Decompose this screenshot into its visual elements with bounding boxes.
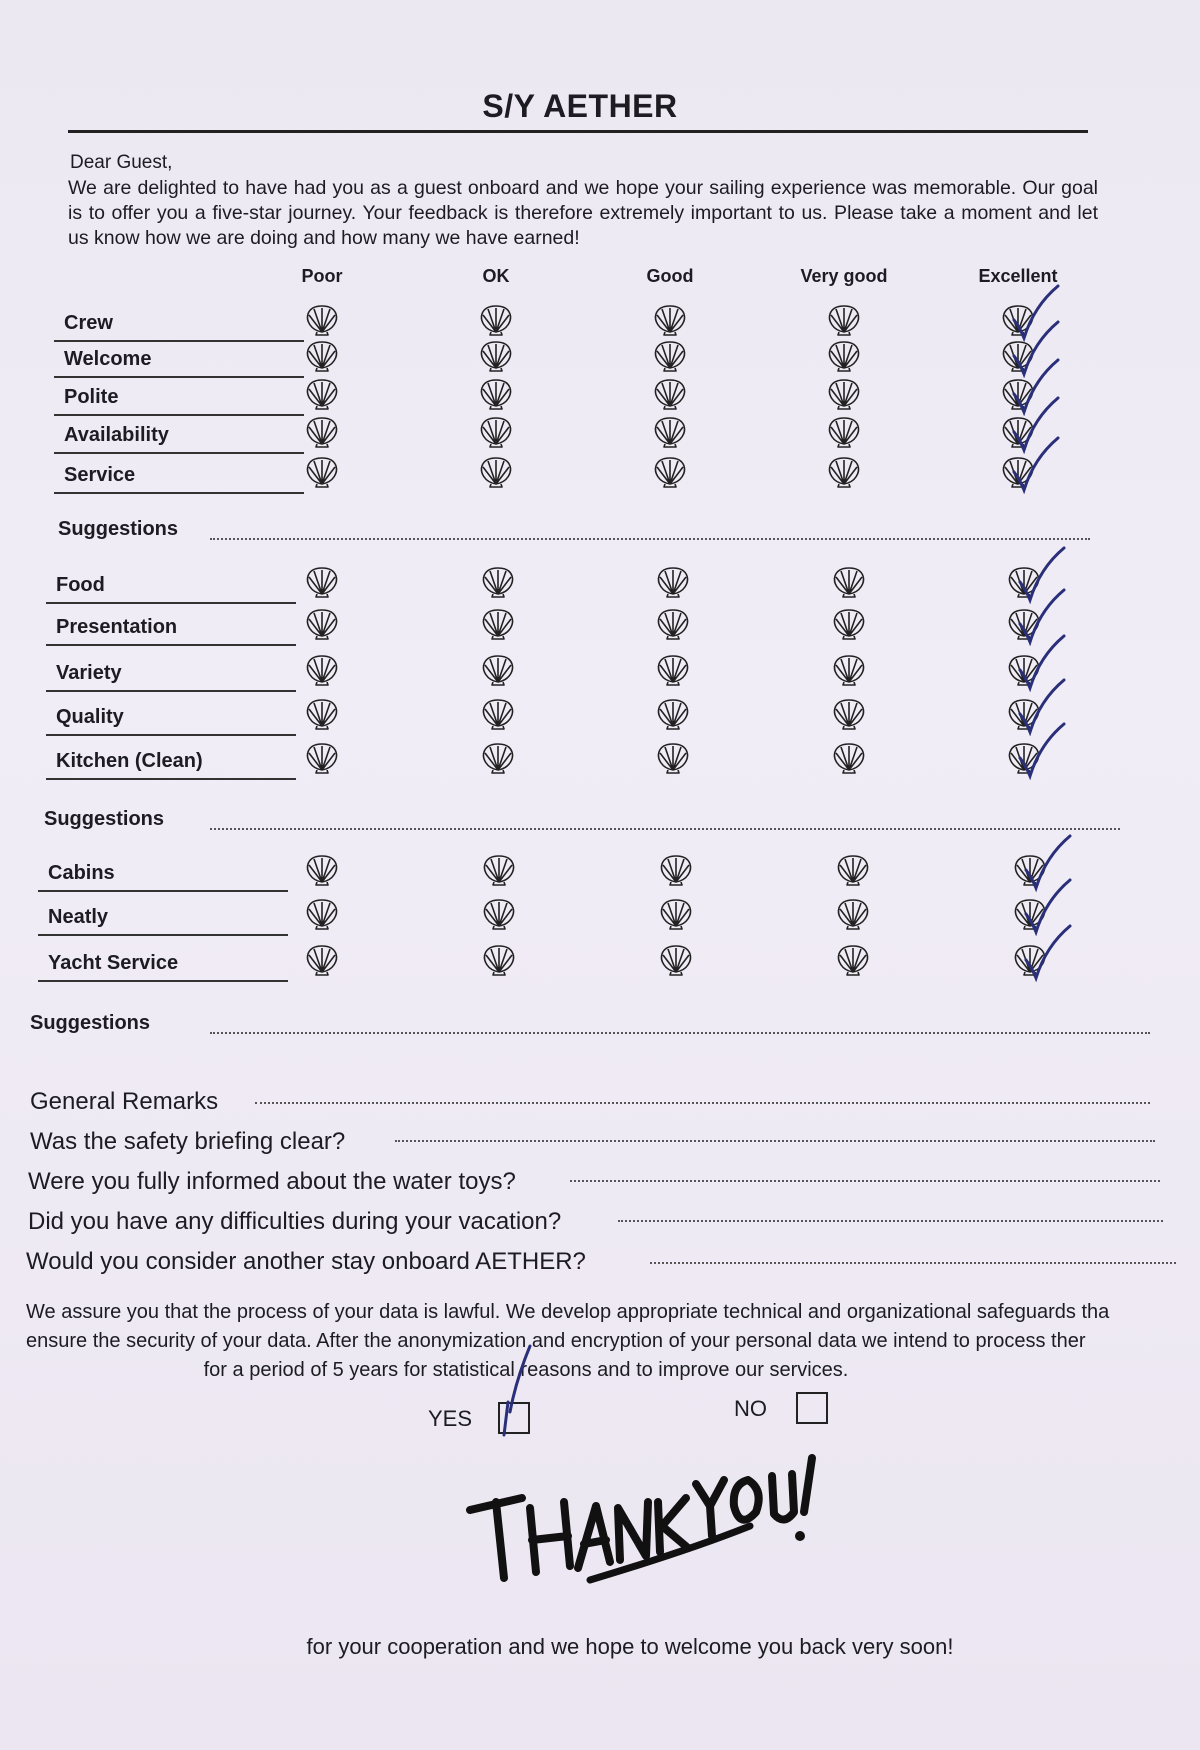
rating-shell-quality-good[interactable]	[655, 698, 691, 730]
suggestions-line[interactable]	[210, 1032, 1150, 1034]
rating-shell-availability-good[interactable]	[652, 416, 688, 448]
rating-shell-quality-poor[interactable]	[304, 698, 340, 730]
yes-check-mark	[488, 1340, 538, 1440]
row-label-quality: Quality	[56, 706, 124, 728]
row-underline	[54, 492, 304, 494]
question-difficulties: Did you have any difficulties during your vacation?	[28, 1208, 562, 1235]
column-header-poor: Poor	[301, 266, 343, 286]
rating-shell-presentation-poor[interactable]	[304, 608, 340, 640]
rating-shell-neatly-ok[interactable]	[481, 898, 517, 930]
row-underline	[38, 980, 288, 982]
thank-you-handwriting	[460, 1440, 820, 1595]
suggestions-label: Suggestions	[58, 518, 179, 540]
rating-shell-kitchen-clean-good[interactable]	[655, 742, 691, 774]
rating-shell-availability-excellent[interactable]	[1000, 416, 1036, 448]
row-label-service: Service	[64, 464, 136, 486]
row-label-crew: Crew	[64, 312, 113, 334]
row-underline	[46, 644, 296, 646]
rating-shell-food-poor[interactable]	[304, 566, 340, 598]
privacy-statement	[26, 1298, 1200, 1385]
rating-shell-cabins-ok[interactable]	[481, 854, 517, 886]
suggestions-label: Suggestions	[44, 808, 165, 830]
suggestions-label: Suggestions	[30, 1012, 151, 1034]
row-underline	[54, 414, 304, 416]
suggestions-line[interactable]	[210, 828, 1120, 830]
rating-shell-yacht-service-ok[interactable]	[481, 944, 517, 976]
closing-text: for your cooperation and we hope to welcome you back very soon!	[306, 1634, 954, 1659]
rating-shell-welcome-very-good[interactable]	[826, 340, 862, 372]
row-underline	[54, 376, 304, 378]
answer-line-water-toys[interactable]	[570, 1180, 1160, 1182]
rating-shell-cabins-good[interactable]	[658, 854, 694, 886]
rating-shell-crew-very-good[interactable]	[826, 304, 862, 336]
rating-shell-welcome-excellent[interactable]	[1000, 340, 1036, 372]
column-header-good: Good	[646, 266, 694, 286]
row-underline	[46, 690, 296, 692]
no-checkbox[interactable]	[796, 1392, 828, 1424]
row-underline	[46, 734, 296, 736]
no-label: NO	[734, 1396, 767, 1421]
row-underline	[46, 778, 296, 780]
rating-shell-service-excellent[interactable]	[1000, 456, 1036, 488]
form-title: S/Y AETHER	[482, 88, 678, 124]
rating-shell-food-ok[interactable]	[480, 566, 516, 598]
rating-shell-service-poor[interactable]	[304, 456, 340, 488]
rating-shell-variety-good[interactable]	[655, 654, 691, 686]
row-underline	[38, 890, 288, 892]
rating-shell-availability-poor[interactable]	[304, 416, 340, 448]
rating-shell-variety-very-good[interactable]	[831, 654, 867, 686]
rating-shell-presentation-very-good[interactable]	[831, 608, 867, 640]
thank-you-text	[460, 1440, 461, 1441]
rating-shell-variety-poor[interactable]	[304, 654, 340, 686]
rating-shell-kitchen-clean-poor[interactable]	[304, 742, 340, 774]
row-label-availability: Availability	[64, 424, 169, 446]
privacy-line-1: We assure you that the process of your data is lawful. We develop appropriate technical and organizational safeguards tha	[26, 1301, 1110, 1323]
column-header-very-good: Very good	[800, 266, 888, 286]
rating-shell-neatly-poor[interactable]	[304, 898, 340, 930]
rating-shell-neatly-very-good[interactable]	[835, 898, 871, 930]
rating-shell-cabins-poor[interactable]	[304, 854, 340, 886]
row-label-presentation: Presentation	[56, 616, 178, 638]
row-label-kitchen-clean: Kitchen (Clean)	[56, 750, 203, 772]
rating-shell-service-good[interactable]	[652, 456, 688, 488]
rating-shell-quality-excellent[interactable]	[1006, 698, 1042, 730]
rating-shell-polite-excellent[interactable]	[1000, 378, 1036, 410]
question-another-stay: Would you consider another stay onboard AETHER?	[26, 1248, 586, 1275]
row-label-cabins: Cabins	[48, 862, 115, 884]
rating-shell-yacht-service-poor[interactable]	[304, 944, 340, 976]
rating-shell-service-very-good[interactable]	[826, 456, 862, 488]
row-underline	[46, 602, 296, 604]
rating-shell-polite-very-good[interactable]	[826, 378, 862, 410]
row-label-welcome: Welcome	[64, 348, 152, 370]
greeting: Dear Guest,	[70, 152, 173, 173]
answer-line-another-stay[interactable]	[650, 1262, 1176, 1264]
rating-shell-variety-ok[interactable]	[480, 654, 516, 686]
privacy-line-3: for a period of 5 years for statistical reasons and to improve our services.	[203, 1359, 849, 1381]
rating-shell-neatly-good[interactable]	[658, 898, 694, 930]
rating-shell-presentation-good[interactable]	[655, 608, 691, 640]
rating-shell-polite-ok[interactable]	[478, 378, 514, 410]
rating-shell-presentation-excellent[interactable]	[1006, 608, 1042, 640]
privacy-line-2: ensure the security of your data. After the anonymization and encryption of your personal data we intend to process ther	[26, 1330, 1086, 1352]
rating-shell-kitchen-clean-very-good[interactable]	[831, 742, 867, 774]
rating-shell-yacht-service-excellent[interactable]	[1012, 944, 1048, 976]
rating-shell-cabins-excellent[interactable]	[1012, 854, 1048, 886]
yes-label: YES	[428, 1406, 473, 1431]
rating-shell-yacht-service-good[interactable]	[658, 944, 694, 976]
rating-shell-polite-poor[interactable]	[304, 378, 340, 410]
title-divider	[68, 130, 1088, 133]
rating-shell-quality-very-good[interactable]	[831, 698, 867, 730]
row-label-variety: Variety	[56, 662, 122, 684]
rating-shell-yacht-service-very-good[interactable]	[835, 944, 871, 976]
thank-you-icon	[460, 1440, 820, 1590]
rating-shell-availability-ok[interactable]	[478, 416, 514, 448]
answer-line-difficulties[interactable]	[618, 1220, 1163, 1222]
column-header-excellent: Excellent	[978, 266, 1058, 286]
rating-shell-crew-ok[interactable]	[478, 304, 514, 336]
rating-shell-food-excellent[interactable]	[1006, 566, 1042, 598]
question-water-toys: Were you fully informed about the water toys?	[28, 1168, 516, 1195]
rating-shell-service-ok[interactable]	[478, 456, 514, 488]
row-underline	[54, 340, 304, 342]
rating-shell-kitchen-clean-ok[interactable]	[480, 742, 516, 774]
question-general-remarks: General Remarks	[30, 1088, 219, 1115]
rating-shell-availability-very-good[interactable]	[826, 416, 862, 448]
rating-shell-kitchen-clean-excellent[interactable]	[1006, 742, 1042, 774]
rating-shell-variety-excellent[interactable]	[1006, 654, 1042, 686]
row-label-food: Food	[56, 574, 105, 596]
answer-line-general-remarks[interactable]	[255, 1102, 1150, 1104]
rating-shell-neatly-excellent[interactable]	[1012, 898, 1048, 930]
row-underline	[54, 452, 304, 454]
row-underline	[38, 934, 288, 936]
rating-shell-crew-excellent[interactable]	[1000, 304, 1036, 336]
rating-shell-food-very-good[interactable]	[831, 566, 867, 598]
row-label-polite: Polite	[64, 386, 119, 408]
row-label-yacht-service: Yacht Service	[48, 952, 179, 974]
rating-shell-welcome-good[interactable]	[652, 340, 688, 372]
rating-shell-crew-poor[interactable]	[304, 304, 340, 336]
rating-shell-welcome-ok[interactable]	[478, 340, 514, 372]
rating-shell-polite-good[interactable]	[652, 378, 688, 410]
rating-shell-quality-ok[interactable]	[480, 698, 516, 730]
row-label-neatly: Neatly	[48, 906, 109, 928]
intro-text: We are delighted to have had you as a guest onboard and we hope your sailing experience was memorable. Our goal is to offer you a five-star journey. Your feedback is therefore extremely important to us. Please take a moment and let us know how we are doing and how many we have earned!	[68, 177, 1098, 249]
suggestions-line[interactable]	[210, 538, 1090, 540]
question-safety-briefing: Was the safety briefing clear?	[30, 1128, 346, 1155]
rating-shell-welcome-poor[interactable]	[304, 340, 340, 372]
rating-shell-presentation-ok[interactable]	[480, 608, 516, 640]
rating-shell-cabins-very-good[interactable]	[835, 854, 871, 886]
rating-shell-food-good[interactable]	[655, 566, 691, 598]
rating-shell-crew-good[interactable]	[652, 304, 688, 336]
column-header-ok: OK	[482, 266, 510, 286]
answer-line-safety-briefing[interactable]	[395, 1140, 1155, 1142]
